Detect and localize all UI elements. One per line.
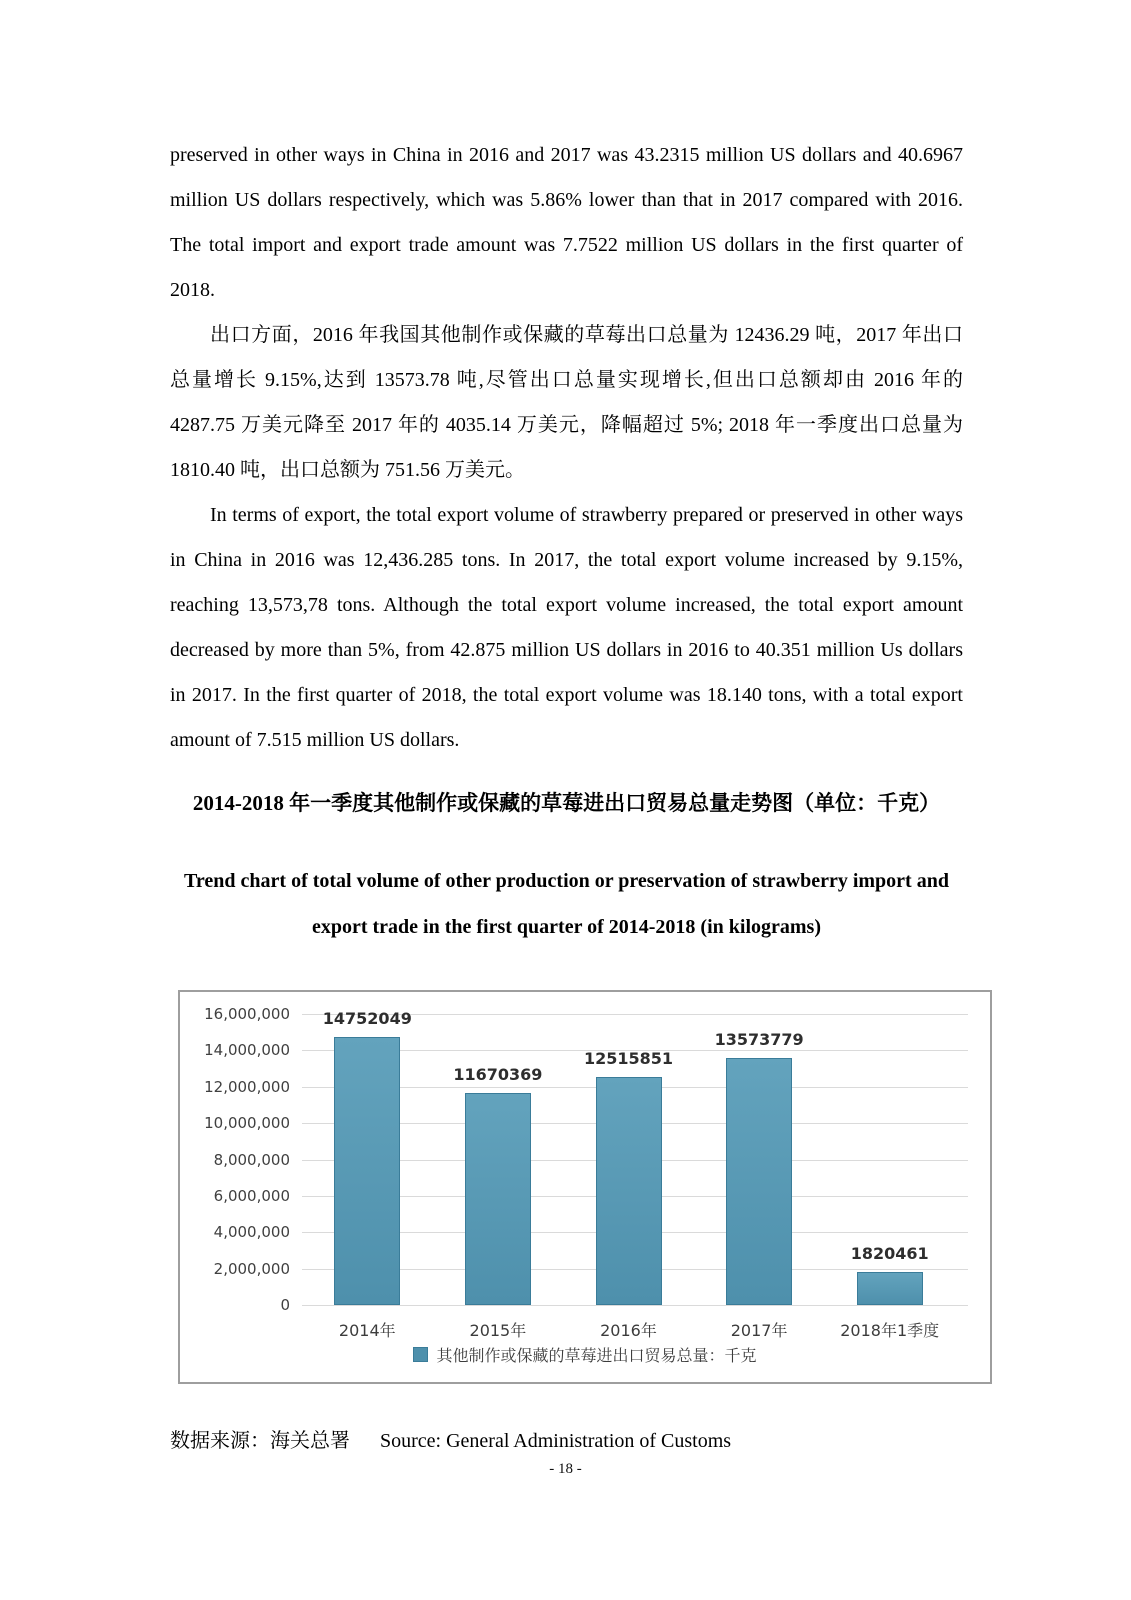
source-zh: 数据来源：海关总署	[170, 1430, 350, 1452]
chart-title-zh: 2014-2018 年一季度其他制作或保藏的草莓进出口贸易总量走势图（单位：千克）	[192, 791, 941, 815]
y-axis-tick-label: 6,000,000	[213, 1186, 290, 1205]
paragraph-export-zh: 出口方面，2016 年我国其他制作或保藏的草莓出口总量为 12436.29 吨，2017 年出口总量增长 9.15%,达到 13573.78 吨,尽管出口总量实现增长,但出口总额却由 2016 年的 4287.75 万美元降至 2017 年的 4035.14 万美元，降幅超过 5%; 2018 年一季度出口总量为 1810.40 吨，出口总额为 751.56 万美元。	[170, 324, 963, 481]
chart-legend	[180, 1343, 990, 1366]
bar-2017年	[726, 1058, 792, 1305]
gridline	[302, 1305, 968, 1306]
bar-value-label: 13573779	[714, 1030, 804, 1050]
bar-2014年	[334, 1037, 400, 1305]
y-axis-tick-label: 14,000,000	[204, 1041, 290, 1060]
bar-2018年1季度	[857, 1272, 923, 1305]
bar-2015年	[465, 1093, 531, 1305]
source-line	[170, 1424, 731, 1453]
page-number: - 18 -	[549, 1461, 582, 1477]
y-axis-tick-label: 10,000,000	[204, 1114, 290, 1133]
x-axis-label: 2016年	[600, 1321, 657, 1340]
body-text-block	[170, 133, 963, 763]
paragraph-export-en: In terms of export, the total export volume of strawberry prepared or preserved in other ways in China in 2016 was 12,436.285 tons. In 2017, the total export volume increased by 9.15%, reaching 13,573,78 tons. Although the total export volume increased, the total export amount decreased by more than 5%, from 42.875 million US dollars in 2016 to 40.351 million Us dollars in 2017. In the first quarter of 2018, the total export volume was 18.140 tons, with a total export amount of 7.515 million US dollars.	[170, 504, 963, 751]
bar-chart	[178, 990, 992, 1384]
x-axis-label: 2017年	[730, 1321, 788, 1340]
chart-title-en	[170, 858, 963, 950]
y-axis-tick-label: 2,000,000	[213, 1259, 290, 1278]
bar-2016年	[596, 1077, 662, 1305]
bar-value-label: 1820461	[850, 1243, 929, 1263]
bar-value-label: 12515851	[583, 1049, 674, 1069]
y-axis-tick-label: 4,000,000	[213, 1223, 290, 1242]
x-axis-label: 2018年1季度	[840, 1321, 940, 1340]
y-axis-tick-label: 16,000,000	[204, 1005, 290, 1023]
y-axis-tick-label: 0	[280, 1296, 290, 1314]
bar-value-label: 11670369	[453, 1064, 543, 1084]
source-en: Source: General Administration of Customs	[380, 1430, 732, 1452]
chart-title-en-line2: export trade in the first quarter of 2014-2018 (in kilograms)	[311, 916, 821, 938]
x-axis-label: 2014年	[338, 1321, 396, 1340]
y-axis-tick-label: 12,000,000	[204, 1077, 290, 1096]
paragraph-import-amount-en: preserved in other ways in China in 2016 and 2017 was 43.2315 million US dollars and 40.6967 million US dollars respectively, which was 5.86% lower than that in 2017 compared with 2016. The total import and export trade amount was 7.7522 million US dollars in the first quarter of 2018.	[170, 144, 963, 301]
y-axis-tick-label: 8,000,000	[213, 1150, 290, 1169]
bar-value-label: 14752049	[322, 1008, 412, 1028]
x-axis-label: 2015年	[469, 1321, 527, 1340]
legend-label: 其他制作或保藏的草莓进出口贸易总量：千克	[436, 1346, 757, 1365]
legend-color-swatch	[413, 1347, 428, 1362]
chart-title-en-line1: Trend chart of total volume of other production or preservation of strawberry import and	[184, 870, 949, 892]
